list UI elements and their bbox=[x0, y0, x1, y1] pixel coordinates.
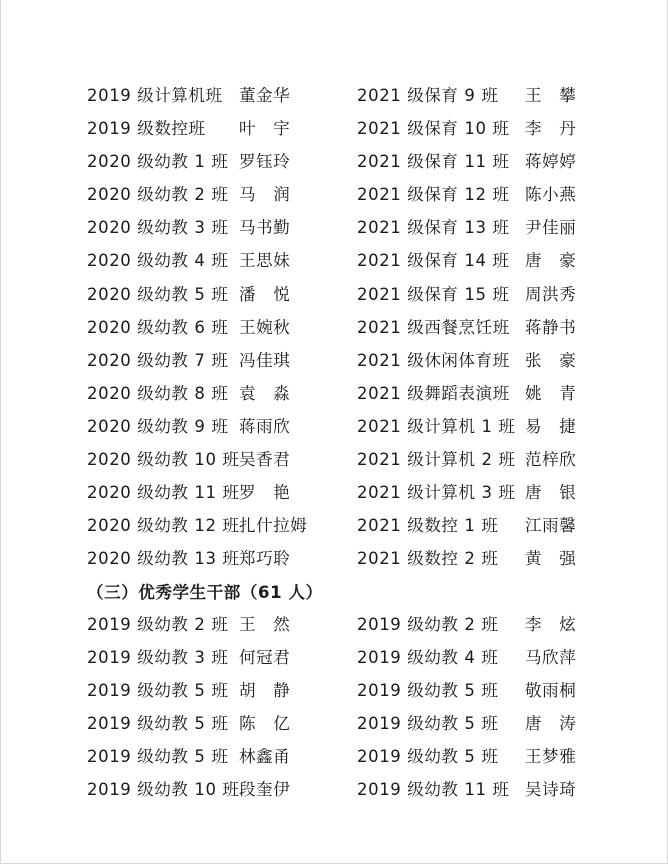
student-name: 何冠君 bbox=[239, 648, 291, 668]
class-name: 2020 级幼教 8 班 bbox=[87, 383, 229, 403]
list-row bbox=[1, 413, 668, 446]
class-name: 2021 级保育 9 班 bbox=[357, 86, 499, 105]
class-name: 2019 级计算机班 bbox=[87, 86, 223, 105]
class-name: 2021 级舞蹈表演班 bbox=[357, 383, 510, 403]
student-name: 黄 强 bbox=[525, 549, 577, 569]
list-row bbox=[1, 181, 668, 214]
student-name: 潘 悦 bbox=[239, 284, 291, 304]
student-name: 唐 豪 bbox=[525, 251, 577, 271]
list-row bbox=[1, 743, 668, 776]
class-name: 2020 级幼教 5 班 bbox=[87, 284, 229, 304]
student-name: 马书勤 bbox=[239, 218, 291, 238]
student-name: 唐 银 bbox=[525, 483, 577, 503]
class-name: 2021 级计算机 3 班 bbox=[357, 483, 516, 503]
class-name: 2020 级幼教 7 班 bbox=[87, 350, 229, 370]
student-name: 罗钰玲 bbox=[239, 152, 291, 172]
class-name: 2019 级幼教 5 班 bbox=[87, 714, 229, 734]
class-name: 2020 级幼教 13 班 bbox=[87, 549, 240, 569]
class-name: 2019 级幼教 2 班 bbox=[87, 615, 229, 634]
class-name: 2021 级保育 14 班 bbox=[357, 251, 510, 271]
student-name: 董金华 bbox=[239, 86, 291, 105]
list-row bbox=[1, 314, 668, 347]
student-name: 姚 青 bbox=[525, 383, 577, 403]
student-name: 马 润 bbox=[239, 185, 291, 205]
student-name: 范梓欣 bbox=[525, 450, 577, 470]
class-name: 2019 级幼教 5 班 bbox=[87, 747, 229, 767]
list-row bbox=[1, 677, 668, 710]
class-name: 2020 级幼教 11 班 bbox=[87, 483, 240, 503]
list-row bbox=[1, 446, 668, 479]
list-row bbox=[1, 776, 668, 809]
student-name: 扎什拉姆 bbox=[239, 516, 308, 536]
student-name: 陈 亿 bbox=[239, 714, 291, 734]
student-name: 王 然 bbox=[239, 615, 291, 634]
student-name: 李 丹 bbox=[525, 119, 577, 139]
list-row bbox=[1, 380, 668, 413]
student-name: 江雨馨 bbox=[525, 516, 577, 536]
class-name: 2019 级幼教 3 班 bbox=[87, 648, 229, 668]
list-row bbox=[1, 214, 668, 247]
class-name: 2019 级幼教 5 班 bbox=[357, 747, 499, 767]
list-row bbox=[1, 82, 668, 115]
student-name: 王梦雅 bbox=[525, 747, 577, 767]
student-name: 马欣萍 bbox=[525, 648, 577, 668]
class-name: 2019 级幼教 5 班 bbox=[357, 714, 499, 734]
student-name: 段奎伊 bbox=[239, 780, 291, 800]
class-name: 2019 级幼教 2 班 bbox=[357, 615, 499, 634]
student-name: 蒋静书 bbox=[525, 317, 577, 337]
student-name: 尹佳丽 bbox=[525, 218, 577, 238]
class-name: 2020 级幼教 4 班 bbox=[87, 251, 229, 271]
student-name: 周洪秀 bbox=[525, 284, 577, 304]
class-name: 2021 级计算机 2 班 bbox=[357, 450, 516, 470]
class-name: 2020 级幼教 2 班 bbox=[87, 185, 229, 205]
class-name: 2021 级保育 15 班 bbox=[357, 284, 510, 304]
class-name: 2021 级保育 12 班 bbox=[357, 185, 510, 205]
student-name: 易 捷 bbox=[525, 416, 577, 436]
section-heading: （三）优秀学生干部（61 人） bbox=[87, 583, 323, 602]
list-row bbox=[1, 512, 668, 545]
class-name: 2021 级数控 2 班 bbox=[357, 549, 499, 569]
student-name: 袁 淼 bbox=[239, 383, 291, 403]
list-row bbox=[1, 347, 668, 380]
class-name: 2019 级幼教 5 班 bbox=[357, 681, 499, 701]
student-name: 王思妹 bbox=[239, 251, 291, 271]
list-row bbox=[1, 281, 668, 314]
student-name: 王婉秋 bbox=[239, 317, 291, 337]
student-name: 蒋婷婷 bbox=[525, 152, 577, 172]
class-name: 2021 级休闲体育班 bbox=[357, 350, 510, 370]
student-name: 胡 静 bbox=[239, 681, 291, 701]
class-name: 2021 级计算机 1 班 bbox=[357, 416, 516, 436]
class-name: 2020 级幼教 9 班 bbox=[87, 416, 229, 436]
student-name: 郑巧聆 bbox=[239, 549, 291, 569]
student-name: 唐 涛 bbox=[525, 714, 577, 734]
class-name: 2019 级幼教 10 班 bbox=[87, 780, 240, 800]
student-name: 吴香君 bbox=[239, 450, 291, 470]
student-name: 冯佳琪 bbox=[239, 350, 291, 370]
student-name: 敬雨桐 bbox=[525, 681, 577, 701]
class-name: 2020 级幼教 10 班 bbox=[87, 450, 240, 470]
list-row bbox=[1, 710, 668, 743]
student-name: 张 豪 bbox=[525, 350, 577, 370]
student-name: 蒋雨欣 bbox=[239, 416, 291, 436]
class-name: 2019 级数控班 bbox=[87, 119, 206, 139]
class-name: 2019 级幼教 4 班 bbox=[357, 648, 499, 668]
list-row bbox=[1, 611, 668, 644]
student-name: 李 炫 bbox=[525, 615, 577, 634]
class-name: 2021 级西餐烹饪班 bbox=[357, 317, 510, 337]
list-row bbox=[1, 247, 668, 280]
award-list-part-2 bbox=[1, 611, 668, 810]
student-name: 王 攀 bbox=[525, 86, 577, 105]
class-name: 2021 级保育 10 班 bbox=[357, 119, 510, 139]
class-name: 2021 级保育 11 班 bbox=[357, 152, 510, 172]
class-name: 2020 级幼教 3 班 bbox=[87, 218, 229, 238]
list-row bbox=[1, 644, 668, 677]
award-list-part-1 bbox=[1, 82, 668, 578]
class-name: 2020 级幼教 1 班 bbox=[87, 152, 229, 172]
student-name: 罗 艳 bbox=[239, 483, 291, 503]
student-name: 林鑫甬 bbox=[239, 747, 291, 767]
class-name: 2021 级数控 1 班 bbox=[357, 516, 499, 536]
class-name: 2019 级幼教 11 班 bbox=[357, 780, 510, 800]
student-name: 陈小燕 bbox=[525, 185, 577, 205]
list-row bbox=[1, 115, 668, 148]
student-name: 吴诗琦 bbox=[525, 780, 577, 800]
list-row bbox=[1, 148, 668, 181]
class-name: 2019 级幼教 5 班 bbox=[87, 681, 229, 701]
class-name: 2021 级保育 13 班 bbox=[357, 218, 510, 238]
list-row bbox=[1, 479, 668, 512]
list-row bbox=[1, 545, 668, 578]
class-name: 2020 级幼教 6 班 bbox=[87, 317, 229, 337]
student-name: 叶 宇 bbox=[239, 119, 291, 139]
class-name: 2020 级幼教 12 班 bbox=[87, 516, 240, 536]
